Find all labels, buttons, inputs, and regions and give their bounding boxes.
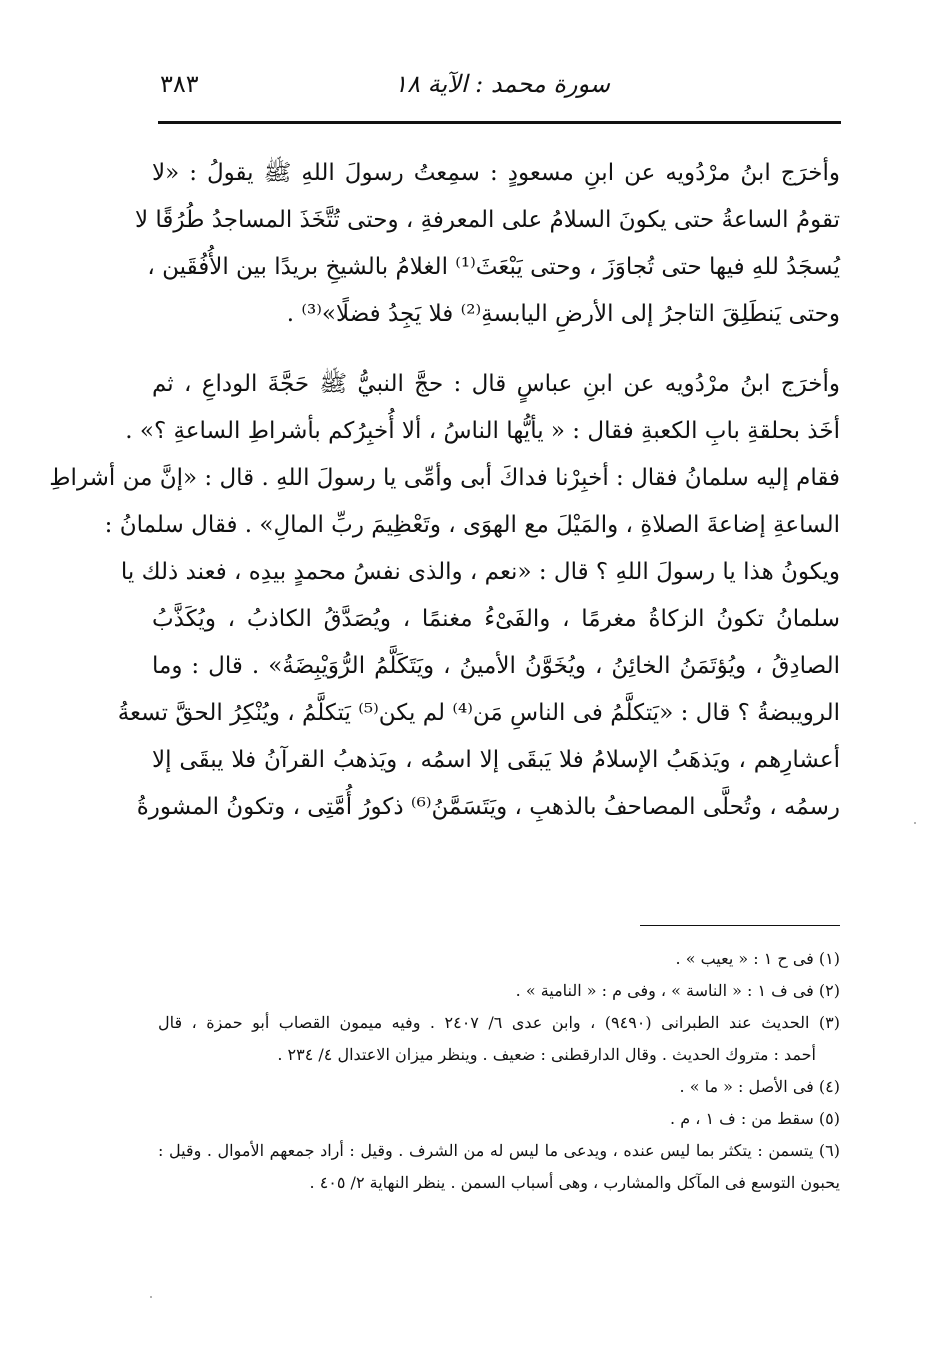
scan-speck: [914, 822, 916, 824]
text-line: سلمانُ تكونُ الزكاةُ مغرمًا ، والفَىْءُ مغنمًا ، ويُصَدَّقُ الكاذبُ ، ويُكَذَّبُ: [152, 606, 840, 632]
footnote-5: (٥) سقط من : ف ١ ، م .: [670, 1109, 840, 1128]
running-title: سورة محمد : الآية ١٨: [394, 70, 610, 98]
footnote-1: (١) فى ح ١ : « يعيب » .: [675, 949, 840, 968]
footnote-2: (٢) فى ف ١ : « الناسة » ، وفى م : « النامية » .: [515, 981, 840, 1000]
text-line: الساعةِ إضاعةَ الصلاةِ ، والمَيْلَ مع الهوَى ، وتَعْظِيمَ ربِّ المالِ» . فقال سلمانُ :: [104, 512, 840, 538]
paragraph-1: [134, 150, 840, 338]
footnote-6: (٦) يتسمن : يتكثر بما ليس عنده ، ويدعى ما ليس له من الشرف . وقيل : أراد جمعهم الأموال . وقيل :: [158, 1141, 840, 1160]
footnote-4: (٤) فى الأصل : « ما » .: [679, 1077, 840, 1096]
main-text: [49, 150, 840, 831]
text-line: رسمُه ، وتُحلَّى المصاحفُ بالذهبِ ، ويَتَسَمَّنُ⁽⁶⁾ ذكورُ أُمَّتِى ، وتكونُ المشورةُ: [136, 794, 840, 820]
footnote-3-continued: أحمد : متروك الحديث . وقال الدارقطنى : ضعيف . وينظر ميزان الاعتدال ٤/ ٢٣٤ .: [277, 1045, 816, 1064]
page-header: [160, 70, 840, 110]
scan-speck: [150, 1296, 152, 1298]
footnote-3: (٣) الحديث عند الطبرانى (٩٤٩٠) ، وابن عدى ٦/ ٢٤٠٧ . وفيه ميمون القصاب أبو حمزة ، قال: [158, 1013, 840, 1032]
footnote-6-continued: يحبون التوسع فى المآكل والمشارب ، وهى أسباب السمن . ينظر النهاية ٢/ ٤٠٥ .: [309, 1173, 840, 1192]
header-rule: [158, 121, 841, 124]
text-line: ويكونُ هذا يا رسولَ اللهِ ؟ قال : «نعم ، والذى نفسُ محمدٍ بيدِه ، فعند ذلك يا: [120, 559, 840, 585]
text-line: أخَذ بحلقةِ بابِ الكعبةِ فقال : « يأيُّها الناسُ ، ألا أُخبِرُكم بأشراطِ الساعةِ ؟» .: [125, 418, 840, 444]
page-number: ٣٨٣: [160, 70, 199, 98]
text-line: فقام إليه سلمانُ فقال : أخبِرْنا فداكَ أبى وأمِّى يا رسولَ اللهِ . قال : «إنَّ من أشراطِ: [49, 465, 840, 491]
text-line: وحتى يَنطَلِقَ التاجرُ إلى الأرضِ اليابسةِ⁽²⁾ فلا يَجِدُ فضلًا»⁽³⁾ .: [286, 301, 840, 327]
text-line: الصادِقُ ، ويُؤتَمَنُ الخائِنُ ، ويُخَوَّنُ الأمينُ ، ويَتَكَلَّمُ الرُّوَيْبِضَةُ» . قال : وما: [152, 653, 840, 679]
text-line: وأخرَج ابنُ مرْدُويه عن ابنِ عباسٍ قال : حجَّ النبيُّ ﷺ حَجَّةَ الوداعِ ، ثم: [152, 371, 840, 397]
text-line: أعشارِهم ، ويَذهَبُ الإسلامُ فلا يَبقَى إلا اسمُه ، ويَذهبُ القرآنُ فلا يبقَى إلا: [152, 747, 840, 773]
text-line: يُسجَدُ للهِ فيها حتى تُجاوَزَ ، وحتى يَبْعَثَ⁽¹⁾ الغلامُ بالشيخِ بريدًا بين الأُفُقَين ،: [147, 254, 840, 280]
footnote-separator: [640, 925, 840, 926]
text-line: الرويبضةُ ؟ قال : «يَتكلَّمُ فى الناسِ مَن⁽⁴⁾ لم يكن⁽⁵⁾ يَتكلَّمُ ، ويُنْكِرُ الحقَّ تسعةُ: [117, 700, 840, 726]
footnotes: [158, 943, 840, 1199]
text-line: وأخرَج ابنُ مرْدُويه عن ابنِ مسعودٍ : سمِعتُ رسولَ اللهِ ﷺ يقولُ : «لا: [152, 160, 840, 186]
paragraph-2: [49, 361, 840, 831]
text-line: تقومُ الساعةُ حتى يكونَ السلامُ على المعرفةِ ، وحتى تُتَّخَذَ المساجدُ طُرُقًا لا: [134, 207, 840, 233]
paragraph-gap: [152, 338, 840, 361]
